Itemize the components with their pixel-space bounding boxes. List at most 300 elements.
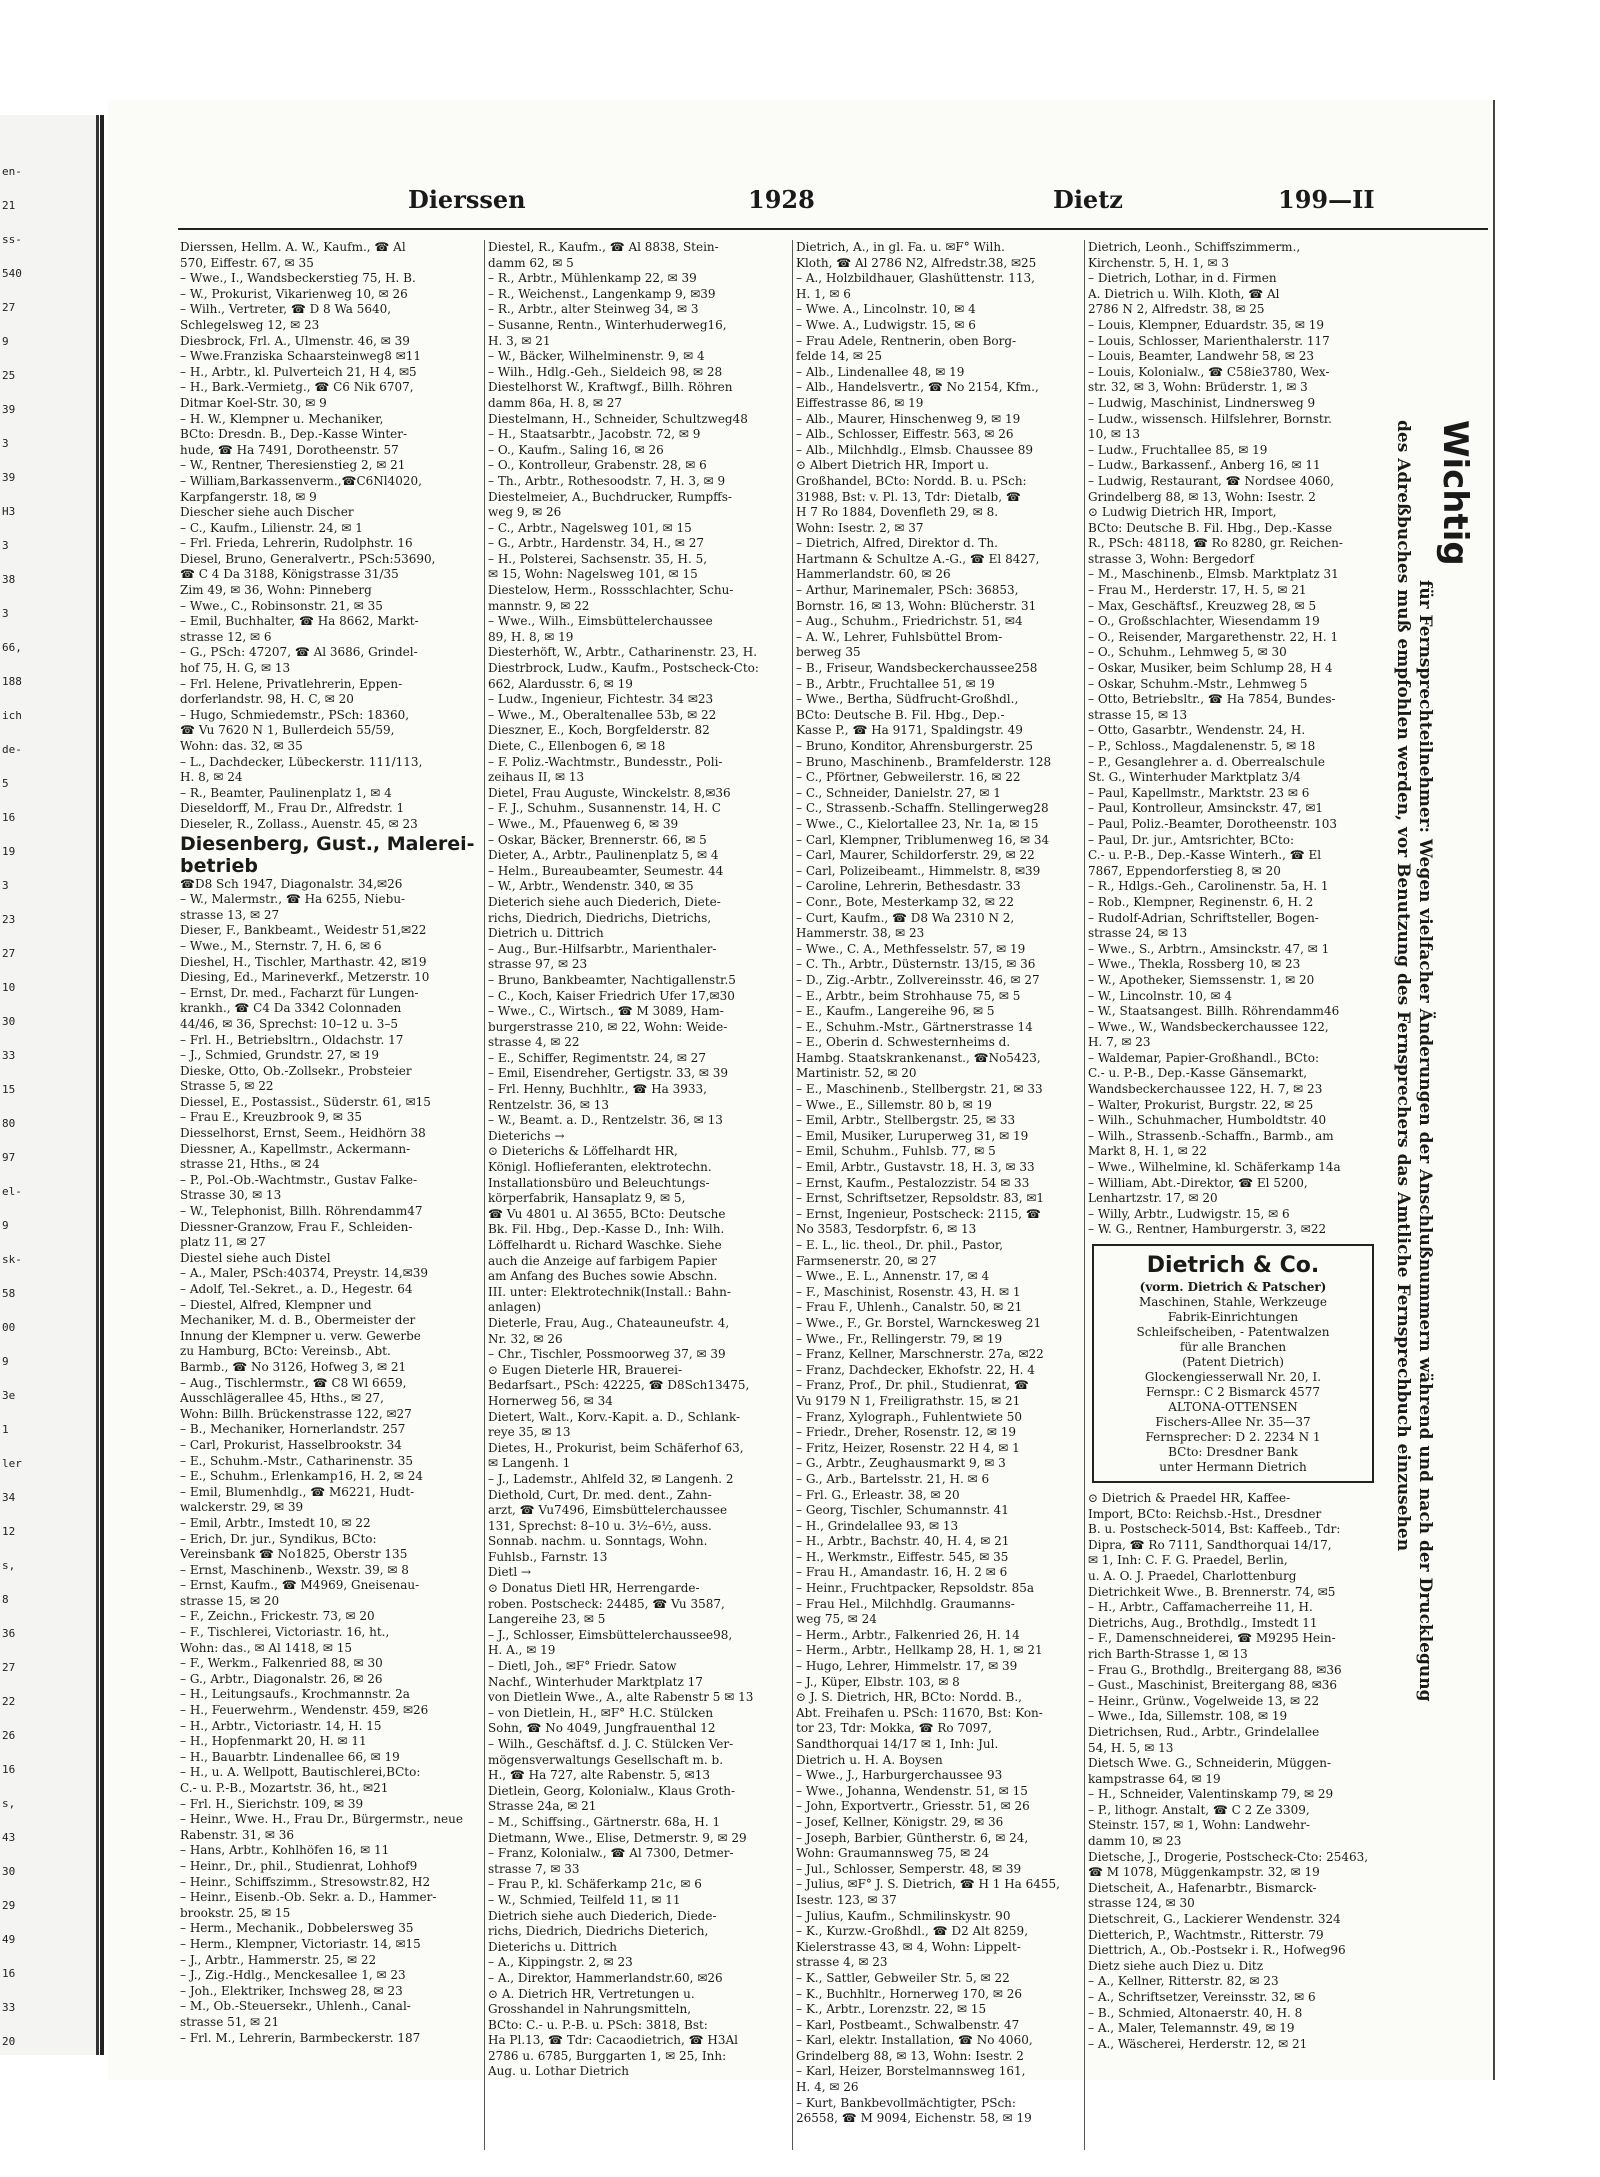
strip-fragment: 16	[2, 811, 16, 824]
directory-entry: – Gust., Maschinist, Breitergang 88, ✉36	[1088, 1678, 1338, 1693]
strip-fragment: 34	[2, 1491, 16, 1504]
binding-gutter	[100, 115, 104, 2055]
directory-entry: – Louis, Beamter, Landwehr 58, ✉ 23	[1088, 349, 1315, 364]
directory-entry: mögensverwaltungs Gesellschaft m. b.	[488, 1752, 724, 1767]
directory-entry: Diessel, E., Postassist., Süderstr. 61, ✉15	[180, 1094, 431, 1109]
directory-entry: Barmb., ☎ No 3126, Hofweg 3, ✉ 21	[180, 1359, 407, 1374]
directory-entry: – Franz, Xylograph., Fuhlentwiete 50	[796, 1409, 1023, 1424]
directory-entry: – Ludw., Barkassenf., Anberg 16, ✉ 11	[1088, 458, 1321, 473]
directory-entry: – Th., Arbtr., Rothesoodstr. 7, H. 3, ✉ 9	[488, 473, 726, 488]
directory-entry: – Wwe., M., Sternstr. 7, H. 6, ✉ 6	[180, 938, 382, 953]
directory-entry: Dietscheit, A., Hafenarbtr., Bismarck-	[1088, 1880, 1317, 1895]
directory-entry: 570, Eiffestr. 67, ✉ 35	[180, 255, 314, 270]
directory-entry: – Chr., Tischler, Possmoorweg 37, ✉ 39	[488, 1347, 726, 1362]
directory-entry: – Emil, Buchhalter, ☎ Ha 8662, Markt-	[180, 614, 419, 629]
directory-entry: – Louis, Schlosser, Marienthalerstr. 117	[1088, 333, 1330, 348]
directory-entry: – R., Hdlgs.-Geh., Carolinenstr. 5a, H. 1	[1088, 879, 1329, 894]
directory-entry: – Alb., Milchhdlg., Elmsb. Chaussee 89	[796, 442, 1034, 457]
directory-entry: – Emil, Musiker, Luruperweg 31, ✉ 19	[796, 1128, 1029, 1143]
strip-fragment: 12	[2, 1525, 16, 1538]
directory-entry: Dieser, F., Bankbeamt., Weidestr 51,✉22	[180, 923, 427, 938]
column-4	[1088, 240, 1378, 2052]
strip-fragment: 23	[2, 913, 16, 926]
directory-entry: – F., Werkm., Falkenried 88, ✉ 30	[180, 1656, 383, 1671]
strip-fragment: 39	[2, 403, 16, 416]
directory-entry: – A., Maler, Telemannstr. 49, ✉ 19	[1088, 2021, 1295, 2036]
directory-entry: – P., Pol.-Ob.-Wachtmstr., Gustav Falke-	[180, 1172, 418, 1187]
directory-entry: – Diestel, Alfred, Klempner und	[180, 1297, 372, 1312]
directory-entry: – O., Schuhm., Lehmweg 5, ✉ 30	[1088, 645, 1287, 660]
directory-entry: – H., Arbtr., Victoriastr. 14, H. 15	[180, 1718, 382, 1733]
ad-line: Fernspr.: C 2 Bismarck 4577	[1145, 1385, 1321, 1399]
directory-entry: Diestel siehe auch Distel	[180, 1250, 331, 1265]
directory-entry: arzt, ☎ Vu7496, Eimsbüttelerchaussee	[488, 1503, 728, 1518]
directory-entry: – Aug., Schuhm., Friedrichstr. 51, ✉4	[796, 614, 1023, 629]
directory-entry: – Wwe., I., Wandsbeckerstieg 75, H. B.	[180, 271, 416, 286]
directory-entry: Zim 49, ✉ 36, Wohn: Pinneberg	[180, 583, 372, 598]
directory-entry: – Aug., Bur.-Hilfsarbtr., Marienthaler-	[488, 941, 717, 956]
directory-entry: – E., Schuhm.-Mstr., Catharinenstr. 35	[180, 1453, 413, 1468]
directory-entry: Wohn: das. 32, ✉ 35	[180, 739, 303, 753]
column-3	[796, 240, 1096, 2127]
directory-entry: – Rob., Klempner, Reginenstr. 6, H. 2	[1088, 894, 1314, 909]
directory-entry: 7867, Eppendorferstieg 8, ✉ 20	[1088, 863, 1281, 878]
directory-entry: H., ☎ Ha 727, alte Rabenstr. 5, ✉13	[488, 1768, 710, 1783]
directory-entry: Dietrich siehe auch Diederich, Diede-	[488, 1908, 717, 1923]
directory-entry: Dietlein, Georg, Kolonialw., Klaus Groth-	[488, 1783, 736, 1798]
directory-entry: – J., Lademstr., Ahlfeld 32, ✉ Langenh. 2	[488, 1471, 734, 1486]
directory-entry: – W., Bäcker, Wilhelminenstr. 9, ✉ 4	[488, 349, 705, 364]
strip-fragment: 3e	[2, 1389, 16, 1402]
directory-entry: Diesel, Bruno, Generalvertr., PSch:53690,	[180, 551, 436, 566]
ad-line: (Patent Dietrich)	[1182, 1355, 1284, 1369]
directory-entry: III. unter: Elektrotechnik(Install.: Bahn-	[488, 1284, 731, 1299]
directory-entry: – Wwe., Ida, Sillemstr. 108, ✉ 19	[1088, 1709, 1288, 1724]
directory-entry: richs, Diedrich, Diedrichs Dieterich,	[488, 1924, 709, 1939]
strip-fragment: en-	[2, 165, 22, 178]
directory-entry: – Frl. M., Lehrerin, Barmbeckerstr. 187	[180, 2030, 421, 2045]
strip-fragment: 66,	[2, 641, 22, 654]
strip-fragment: 38	[2, 573, 16, 586]
directory-entry: – G., Arbtr., Zeughausmarkt 9, ✉ 3	[796, 1456, 1006, 1471]
directory-entry: – C., Pförtner, Gebweilerstr. 16, ✉ 22	[796, 770, 1021, 785]
directory-entry: Diescher siehe auch Discher	[180, 505, 354, 520]
directory-entry: – Emil, Eisendreher, Gertigstr. 33, ✉ 39	[488, 1066, 729, 1081]
directory-entry: Sohn, ☎ No 4049, Jungfrauenthal 12	[488, 1721, 716, 1736]
directory-entry: weg 9, ✉ 26	[488, 505, 562, 520]
directory-entry: – F., Zeichn., Frickestr. 73, ✉ 20	[180, 1609, 375, 1624]
directory-entry: – Ludw., wissensch. Hilfslehrer, Bornstr.	[1088, 411, 1332, 426]
directory-entry: – A., Kippingstr. 2, ✉ 23	[488, 1955, 633, 1970]
directory-entry: – Paul, Poliz.-Beamter, Dorotheenstr. 103	[1088, 816, 1338, 831]
directory-entry: ⊙ Donatus Dietl HR, Herrengarde-	[488, 1581, 700, 1596]
directory-entry: strasse 12, ✉ 6	[180, 629, 272, 644]
directory-entry: Dietert, Walt., Korv.-Kapit. a. D., Schlank-	[488, 1409, 741, 1424]
directory-entry: – Wwe., Johanna, Wendenstr. 51, ✉ 15	[796, 1783, 1028, 1798]
strip-fragment: 9	[2, 1355, 9, 1368]
directory-entry: Dietrichkeit Wwe., B. Brennerstr. 74, ✉5	[1088, 1584, 1336, 1599]
directory-entry: Wohn: das., ✉ Al 1418, ✉ 15	[180, 1640, 352, 1655]
directory-entry: – Wwe., Bertha, Südfrucht-Großhdl.,	[796, 692, 1019, 707]
directory-sheet	[108, 100, 1495, 2126]
directory-entry: ⊙ Dieterichs & Löffelhardt HR,	[488, 1144, 678, 1159]
directory-entry: – H., Arbtr., Bachstr. 40, H. 4, ✉ 21	[796, 1534, 1010, 1549]
directory-entry: Dipra, ☎ Ro 7111, Sandthorquai 14/17,	[1088, 1537, 1332, 1552]
directory-entry: – H., Werkmstr., Eiffestr. 545, ✉ 35	[796, 1549, 1009, 1564]
previous-page-strip	[0, 115, 99, 2055]
directory-entry: H. 1, ✉ 6	[796, 286, 851, 301]
directory-entry: Markt 8, H. 1, ✉ 22	[1088, 1144, 1207, 1159]
directory-entry: H. 4, ✉ 26	[796, 2080, 859, 2095]
directory-entry: Strasse 5, ✉ 22	[180, 1079, 274, 1094]
directory-entry: No 3583, Tesdorpfstr. 6, ✉ 13	[796, 1222, 977, 1237]
directory-entry: u. A. O. J. Praedel, Charlottenburg	[1088, 1568, 1297, 1583]
directory-entry: Kasse P., ☎ Ha 9171, Spaldingstr. 49	[796, 723, 1023, 738]
directory-entry: – E., Kaufm., Langereihe 96, ✉ 5	[796, 1004, 995, 1019]
directory-entry: – Ludw., Ingenieur, Fichtestr. 34 ✉23	[488, 692, 714, 707]
directory-entry: – R., Beamter, Paulinenplatz 1, ✉ 4	[180, 785, 392, 800]
strip-fragment: s,	[2, 1797, 16, 1810]
directory-entry: – Wwe., C., Robinsonstr. 21, ✉ 35	[180, 598, 383, 613]
directory-entry: Dietterich, P., Wachtmstr., Ritterstr. 79	[1088, 1927, 1324, 1942]
directory-entry: Dieshel, H., Tischler, Marthastr. 42, ✉19	[180, 954, 427, 969]
directory-entry: – E., Schuhm.-Mstr., Gärtnerstrasse 14	[796, 1019, 1033, 1034]
directory-entry: Diesselhorst, Ernst, Seem., Heidhörn 38	[180, 1126, 426, 1141]
directory-entry: – C., Kaufm., Lilienstr. 24, ✉ 1	[180, 520, 363, 535]
directory-entry: – Paul, Kontrolleur, Amsinckstr. 47, ✉1	[1088, 801, 1324, 816]
directory-entry: – Franz, Kolonialw., ☎ Al 7300, Detmer-	[488, 1846, 734, 1861]
directory-entry: – O., Kaufm., Saling 16, ✉ 26	[488, 442, 664, 457]
directory-entry: Dietsche, J., Drogerie, Postscheck-Cto: 25463,	[1088, 1849, 1369, 1864]
directory-entry: Wohn: Isestr. 2, ✉ 37	[796, 520, 924, 535]
directory-entry: Wohn: Billh. Brückenstrasse 122, ✉27	[180, 1406, 412, 1421]
directory-entry: Dietrich u. H. A. Boysen	[796, 1752, 943, 1767]
directory-entry: 26558, ☎ M 9094, Eichenstr. 58, ✉ 19	[796, 2111, 1032, 2126]
directory-entry: ⊙ J. S. Dietrich, HR, BCto: Nordd. B.,	[796, 1690, 1022, 1705]
ad-line: für alle Branchen	[1179, 1340, 1287, 1354]
directory-entry: – P., Gesanglehrer a. d. Oberrealschule	[1088, 754, 1325, 769]
directory-entry: Vereinsbank ☎ No1825, Oberstr 135	[180, 1547, 408, 1562]
vertical-notice	[1393, 420, 1478, 1920]
directory-entry: – O., Großschlachter, Wiesendamm 19	[1088, 614, 1320, 629]
directory-entry: – H. W., Klempner u. Mechaniker,	[180, 411, 384, 426]
directory-entry: – F., Tischlerei, Victoriastr. 16, ht.,	[180, 1625, 390, 1640]
directory-entry: – Max, Geschäftsf., Kreuzweg 28, ✉ 5	[1088, 598, 1317, 613]
directory-entry: Dietel, Frau Auguste, Winckelstr. 8,✉36	[488, 785, 731, 800]
directory-entry: Dietmann, Wwe., Elise, Detmerstr. 9, ✉ 29	[488, 1830, 747, 1845]
directory-entry: – Dietl, Joh., ✉F° Friedr. Satow	[488, 1659, 677, 1674]
directory-entry: platz 11, ✉ 27	[180, 1235, 266, 1250]
directory-entry: C.- u. P.-B., Dep.-Kasse Gänsemarkt,	[1088, 1066, 1308, 1081]
directory-entry: – L., Dachdecker, Lübeckerstr. 111/113,	[180, 754, 423, 769]
directory-entry: Bk. Fil. Hbg., Dep.-Kasse D., Inh: Wilh.	[488, 1222, 725, 1237]
directory-entry: – Emil, Arbtr., Imstedt 10, ✉ 22	[180, 1515, 371, 1530]
directory-entry: H. A., ✉ 19	[488, 1643, 556, 1658]
directory-entry: – O., Kontrolleur, Grabenstr. 28, ✉ 6	[488, 458, 707, 473]
directory-entry: – Conr., Bote, Mesterkamp 32, ✉ 22	[796, 894, 1014, 909]
directory-entry: – Bruno, Maschinenb., Bramfelderstr. 128	[796, 754, 1052, 769]
directory-entry: 10, ✉ 13	[1088, 427, 1141, 442]
directory-entry: – Frl. Helene, Privatlehrerin, Eppen-	[180, 676, 403, 691]
directory-entry: – Ludwig, Restaurant, ☎ Nordsee 4060,	[1088, 473, 1335, 488]
directory-entry: – Otto, Betriebsltr., ☎ Ha 7854, Bundes-	[1088, 692, 1336, 707]
directory-entry: Steinstr. 157, ✉ 1, Wohn: Landwehr-	[1088, 1818, 1310, 1833]
directory-entry: – A., Wäscherei, Herderstr. 12, ✉ 21	[1088, 2036, 1308, 2051]
directory-entry: Dietrich, Leonh., Schiffszimmerm.,	[1088, 240, 1301, 254]
directory-entry: betrieb	[180, 854, 258, 877]
strip-fragment: 9	[2, 335, 9, 348]
directory-entry: Diesbrock, Frl. A., Ulmenstr. 46, ✉ 39	[180, 333, 410, 348]
directory-entry: – B., Arbtr., Fruchtallee 51, ✉ 19	[796, 676, 995, 691]
header-first-name: Dierssen	[408, 185, 526, 214]
directory-entry: H. 3, ✉ 21	[488, 333, 551, 348]
directory-entry: – M., Ob.-Steuersekr., Uhlenh., Canal-	[180, 1999, 411, 2014]
directory-entry: Strasse 30, ✉ 13	[180, 1188, 282, 1203]
directory-entry: – Wwe., Wilhelmine, kl. Schäferkamp 14a	[1088, 1160, 1341, 1175]
strip-fragment: el-	[2, 1185, 22, 1198]
directory-entry: Wohn: Graumannsweg 75, ✉ 24	[796, 1846, 990, 1861]
strip-fragment: 16	[2, 1967, 16, 1980]
directory-entry: – Carl, Polizeibeamt., Himmelstr. 8, ✉39	[796, 863, 1041, 878]
directory-entry: – Herm., Arbtr., Hellkamp 28, H. 1, ✉ 21	[796, 1643, 1043, 1658]
directory-entry: – Erich, Dr. jur., Syndikus, BCto:	[180, 1531, 377, 1546]
directory-entry: Sandthorquai 14/17 ✉ 1, Inh: Jul.	[796, 1737, 999, 1751]
directory-entry: – H., Grindelallee 93, ✉ 13	[796, 1518, 959, 1533]
strip-fragment: 27	[2, 1661, 16, 1674]
directory-entry: – M., Schiffsing., Gärtnerstr. 68a, H. 1	[488, 1814, 721, 1829]
directory-entry: Hambg. Staatskrankenanst., ☎No5423,	[796, 1050, 1041, 1065]
directory-entry: – Wwe., C. A., Methfesselstr. 57, ✉ 19	[796, 941, 1026, 956]
directory-entry: – Jul., Schlosser, Semperstr. 48, ✉ 39	[796, 1861, 1022, 1876]
directory-entry: – Wwe., Thekla, Rossberg 10, ✉ 23	[1088, 957, 1301, 972]
directory-entry: – F., Maschinist, Rosenstr. 43, H. ✉ 1	[796, 1284, 1021, 1299]
header-rule	[178, 228, 1488, 230]
directory-entry: – Wwe. A., Lincolnstr. 10, ✉ 4	[796, 302, 976, 317]
directory-entry: – Heinr., Dr., phil., Studienrat, Lohhof9	[180, 1858, 418, 1873]
ad-line: Fabrik-Einrichtungen	[1167, 1310, 1299, 1324]
directory-entry: – Herm., Arbtr., Falkenried 26, H. 14	[796, 1627, 1020, 1642]
directory-entry: – H., Feuerwehrm., Wendenstr. 459, ✉26	[180, 1703, 429, 1718]
directory-entry: – Wilh., Geschäftsf. d. J. C. Stülcken Ver-	[488, 1737, 734, 1751]
directory-entry: – M., Maschinenb., Elmsb. Marktplatz 31	[1088, 567, 1339, 582]
directory-entry: Vu 9179 N 1, Freiligrathstr. 15, ✉ 21	[796, 1393, 1021, 1408]
directory-entry: strasse 3, Wohn: Bergedorf	[1088, 551, 1254, 566]
directory-entry: Ditmar Koel-Str. 30, ✉ 9	[180, 395, 327, 410]
directory-entry: – Frau H., Amandastr. 16, H. 2 ✉ 6	[796, 1565, 1008, 1580]
directory-entry: – H., Arbtr., kl. Pulverteich 21, H 4, ✉5	[180, 364, 417, 379]
directory-entry: hude, ☎ Ha 7491, Dorotheenstr. 57	[180, 442, 399, 457]
directory-entry: – R., Arbtr., alter Steinweg 34, ✉ 3	[488, 302, 699, 317]
directory-entry: ☎ Vu 4801 u. Al 3655, BCto: Deutsche	[488, 1206, 726, 1221]
directory-entry: Dietes, H., Prokurist, beim Schäferhof 63,	[488, 1440, 744, 1455]
directory-entry: R., PSch: 48118, ☎ Ro 8280, gr. Reichen-	[1088, 536, 1343, 551]
directory-entry: – K., Buchhltr., Hornerweg 170, ✉ 26	[796, 1986, 1023, 2001]
directory-entry: BCto: Deutsche B. Fil. Hbg., Dep.-	[796, 707, 1005, 722]
directory-entry: ⊙ Eugen Dieterle HR, Brauerei-	[488, 1362, 683, 1377]
directory-entry: kampstrasse 64, ✉ 19	[1088, 1771, 1221, 1786]
directory-entry: H. 8, ✉ 24	[180, 770, 243, 785]
directory-entry: – J., Küper, Elbstr. 103, ✉ 8	[796, 1674, 960, 1689]
directory-entry: Martinistr. 52, ✉ 20	[796, 1066, 917, 1081]
strip-fragment: 58	[2, 1287, 16, 1300]
directory-entry: St. G., Winterhuder Marktplatz 3/4	[1088, 770, 1301, 785]
directory-entry: strasse 124, ✉ 30	[1088, 1896, 1195, 1911]
directory-entry: BCto: C.- u. P.-B. u. PSch: 3818, Bst:	[488, 2017, 708, 2032]
directory-entry: – W. G., Rentner, Hamburgerstr. 3, ✉22	[1088, 1222, 1327, 1237]
notice-line-2: des Adreßbuches muß empfohlen werden, vor Benutzung des Fernsprechers das Amtliche Fernsprechbuch einzusehen	[1393, 420, 1413, 1552]
directory-entry: – Helm., Bureaubeamter, Seumestr. 44	[488, 863, 724, 878]
strip-fragment: 20	[2, 2035, 16, 2048]
directory-entry: zeihaus II, ✉ 13	[488, 770, 585, 785]
directory-entry: – Karl, Heizer, Borstelmannsweg 161,	[796, 2064, 1026, 2079]
directory-entry: – Oskar, Musiker, beim Schlump 28, H 4	[1088, 661, 1333, 676]
strip-fragment: 21	[2, 199, 16, 212]
directory-entry: Schlegelsweg 12, ✉ 23	[180, 317, 320, 332]
strip-fragment: s,	[2, 1559, 16, 1572]
directory-entry: strasse 51, ✉ 21	[180, 2014, 280, 2029]
directory-entry: – Emil, Blumenhdlg., ☎ M6221, Hudt-	[180, 1484, 415, 1499]
directory-entry: – W., Apotheker, Siemssenstr. 1, ✉ 20	[1088, 972, 1315, 987]
directory-entry: – Georg, Tischler, Schumannstr. 41	[796, 1503, 1009, 1518]
directory-entry: – W., Rentner, Theresienstieg 2, ✉ 21	[180, 458, 406, 473]
directory-entry: ✉ 1, Inh: C. F. G. Praedel, Berlin,	[1088, 1553, 1288, 1568]
directory-entry: BCto: Deutsche B. Fil. Hbg., Dep.-Kasse	[1088, 520, 1333, 535]
directory-entry: – A., Direktor, Hammerlandstr.60, ✉26	[488, 1970, 723, 1985]
strip-fragment: sk-	[2, 1253, 22, 1266]
directory-entry: strasse 4, ✉ 23	[796, 1955, 888, 1970]
directory-entry: – E., Oberin d. Schwesternheims d.	[796, 1035, 1011, 1050]
directory-entry: dorferlandstr. 98, H. C, ✉ 20	[180, 692, 354, 707]
directory-entry: Kielerstrasse 43, ✉ 4, Wohn: Lippelt-	[796, 1939, 1021, 1954]
directory-entry: ⊙ A. Dietrich HR, Vertretungen u.	[488, 1986, 695, 2001]
directory-entry: Diesenberg, Gust., Malerei-	[180, 832, 475, 855]
directory-entry: – Wwe., Wilh., Eimsbüttelerchaussee	[488, 614, 713, 629]
directory-entry: – Heinr., Grünw., Vogelweide 13, ✉ 22	[1088, 1693, 1320, 1708]
directory-entry: 2786 N 2, Alfredstr. 38, ✉ 25	[1088, 302, 1265, 317]
directory-entry: Grindelberg 88, ✉ 13, Wohn: Isestr. 2	[796, 2048, 1024, 2063]
directory-entry: – Curt, Kaufm., ☎ D8 Wa 2310 N 2,	[796, 910, 1015, 925]
directory-entry: Diestelmann, H., Schneider, Schultzweg48	[488, 411, 748, 426]
directory-entry: – W., Lincolnstr. 10, ✉ 4	[1088, 988, 1232, 1003]
directory-entry: – Alb., Schlosser, Eiffestr. 563, ✉ 26	[796, 427, 1014, 442]
strip-fragment: 97	[2, 1151, 16, 1164]
directory-entry: ⊙ Ludwig Dietrich HR, Import,	[1088, 505, 1277, 520]
directory-entry: – Walter, Prokurist, Burgstr. 22, ✉ 25	[1088, 1097, 1314, 1112]
directory-entry: – P., Schloss., Magdalenenstr. 5, ✉ 18	[1088, 739, 1316, 753]
strip-fragment: 49	[2, 1933, 16, 1946]
directory-entry: Wandsbeckerchaussee 122, H. 7, ✉ 23	[1088, 1082, 1323, 1097]
directory-entry: 89, H. 8, ✉ 19	[488, 629, 574, 644]
directory-entry: – Wwe., E., Sillemstr. 80 b, ✉ 19	[796, 1097, 992, 1112]
directory-entry: – Hugo, Schmiedemstr., PSch: 18360,	[180, 707, 410, 722]
directory-entry: Dietschreit, G., Lackierer Wendenstr. 324	[1088, 1912, 1341, 1927]
strip-fragment: 3	[2, 607, 9, 620]
directory-entry: Dietrichsen, Rud., Arbtr., Grindelallee	[1088, 1724, 1320, 1739]
directory-entry: – Ernst, Schriftsetzer, Repsoldstr. 83, ✉1	[796, 1191, 1045, 1206]
directory-entry: von Dietlein Wwe., A., alte Rabenstr 5 ✉ 13	[488, 1690, 754, 1705]
directory-entry: – Heinr., Eisenb.-Ob. Sekr. a. D., Hammer-	[180, 1890, 437, 1905]
directory-entry: Dieter, A., Arbtr., Paulinenplatz 5, ✉ 4	[488, 848, 719, 863]
directory-entry: – Susanne, Rentn., Winterhuderweg16,	[488, 317, 727, 332]
directory-entry: – Ludwig, Maschinist, Lindnersweg 9	[1088, 395, 1316, 410]
directory-entry: ✉ Langenh. 1	[488, 1456, 571, 1471]
directory-entry: – J., Schlosser, Eimsbüttelerchaussee98,	[488, 1627, 733, 1642]
directory-entry: – Adolf, Tel.-Sekret., a. D., Hegestr. 64	[180, 1282, 413, 1296]
column-divider	[484, 240, 485, 2150]
directory-entry: Dieseldorff, M., Frau Dr., Alfredstr. 1	[180, 801, 405, 816]
ad-line: Maschinen, Stahle, Werkzeuge	[1139, 1295, 1327, 1309]
directory-entry: Dietrich, A., in gl. Fa. u. ✉F° Wilh.	[796, 240, 1005, 254]
ad-line: Glockengiesserwall Nr. 20, I.	[1144, 1370, 1322, 1384]
directory-entry: – Frl. G., Erleastr. 38, ✉ 20	[796, 1487, 960, 1502]
directory-entry: – H., Bauarbtr. Lindenallee 66, ✉ 19	[180, 1749, 400, 1764]
strip-fragment: 15	[2, 1083, 16, 1096]
strip-fragment: 9	[2, 1219, 9, 1232]
directory-entry: – K., Sattler, Gebweiler Str. 5, ✉ 22	[796, 1970, 1010, 1985]
directory-entry: am Anfang des Buches sowie Abschn.	[488, 1269, 718, 1284]
directory-entry: strasse 13, ✉ 27	[180, 907, 280, 922]
notice-line-1: für Fernsprechteilnehmer: Wegen vielfacher Änderungen der Anschlußnummern während und nach der Drucklegung	[1415, 580, 1435, 1702]
directory-entry: Diesterhöft, W., Arbtr., Catharinenstr. 23, H.	[488, 645, 758, 660]
directory-entry: – P., lithogr. Anstalt, ☎ C 2 Ze 3309,	[1088, 1802, 1310, 1817]
directory-entry: – Frau F., Uhlenh., Canalstr. 50, ✉ 21	[796, 1300, 1023, 1315]
directory-entry: C.- u. P.-B., Dep.-Kasse Winterh., ☎ El	[1088, 848, 1322, 863]
directory-entry: 662, Alardusstr. 6, ✉ 19	[488, 676, 633, 691]
directory-entry: – Frau G., Brothdlg., Breitergang 88, ✉36	[1088, 1662, 1342, 1677]
directory-entry: – Wwe., C., Kielortallee 23, Nr. 1a, ✉ 15	[796, 816, 1039, 831]
directory-entry: – Rudolf-Adrian, Schriftsteller, Bogen-	[1088, 910, 1319, 925]
directory-entry: felde 14, ✉ 25	[796, 349, 883, 364]
directory-entry: 2786 u. 6785, Burggarten 1, ✉ 25, Inh:	[488, 2048, 727, 2063]
directory-entry: ☎D8 Sch 1947, Diagonalstr. 34,✉26	[180, 876, 403, 891]
directory-entry: Dieterichs →	[488, 1128, 565, 1143]
directory-entry: Dieske, Otto, Ob.-Zollsekr., Probsteier	[180, 1063, 412, 1078]
strip-fragment: 540	[2, 267, 22, 280]
directory-entry: – Waldemar, Papier-Großhandl., BCto:	[1088, 1050, 1320, 1065]
directory-entry: – Emil, Arbtr., Gustavstr. 18, H. 3, ✉ 33	[796, 1160, 1035, 1175]
directory-entry: – Wilh., Hdlg.-Geh., Sieldeich 98, ✉ 28	[488, 364, 723, 379]
directory-entry: ⊙ Albert Dietrich HR, Import u.	[796, 458, 989, 473]
strip-fragment: 27	[2, 301, 16, 314]
directory-entry: reye 35, ✉ 13	[488, 1425, 571, 1440]
directory-entry: – William,Barkassenverm.,☎C6Nl4020,	[180, 473, 422, 488]
strip-fragment: 43	[2, 1831, 16, 1844]
directory-entry: Grosshandel in Nahrungsmitteln,	[488, 2002, 692, 2017]
strip-fragment: ss-	[2, 233, 22, 246]
ad-line: Fischers-Allee Nr. 35—37	[1155, 1415, 1311, 1429]
directory-entry: – J., Zig.-Hdlg., Menckesallee 1, ✉ 23	[180, 1968, 406, 1983]
strip-fragment: 27	[2, 947, 16, 960]
directory-entry: Langereihe 23, ✉ 5	[488, 1612, 606, 1627]
directory-entry: – Herm., Klempner, Victoriastr. 14, ✉15	[180, 1936, 421, 1951]
directory-entry: – H., Leitungsaufs., Krochmannstr. 2a	[180, 1687, 410, 1702]
advertisement-box	[1092, 1244, 1374, 1483]
directory-entry: – Wwe., W., Wandsbeckerchaussee 122,	[1088, 1019, 1329, 1034]
directory-entry: ☎ M 1078, Müggenkampstr. 32, ✉ 19	[1088, 1865, 1320, 1880]
directory-entry: Diettrich, A., Ob.-Postsekr i. R., Hofweg96	[1088, 1943, 1346, 1958]
directory-entry: – Dietrich, Alfred, Direktor d. Th.	[796, 536, 998, 551]
directory-entry: burgerstrasse 210, ✉ 22, Wohn: Weide-	[488, 1019, 728, 1034]
strip-fragment: 25	[2, 369, 16, 382]
strip-fragment: ler	[2, 1457, 22, 1470]
directory-entry: – Fritz, Heizer, Rosenstr. 22 H 4, ✉ 1	[796, 1440, 1020, 1455]
directory-entry: körperfabrik, Hansaplatz 9, ✉ 5,	[488, 1191, 686, 1206]
directory-entry: – Bruno, Konditor, Ahrensburgerstr. 25	[796, 739, 1033, 753]
scan-margin	[0, 0, 1600, 52]
directory-entry: Sonnab. nachm. u. Sonntags, Wohn.	[488, 1534, 708, 1549]
directory-entry: – Louis, Kolonialw., ☎ C58ie3780, Wex-	[1088, 364, 1330, 379]
directory-entry: brookstr. 25, ✉ 15	[180, 1905, 291, 1920]
